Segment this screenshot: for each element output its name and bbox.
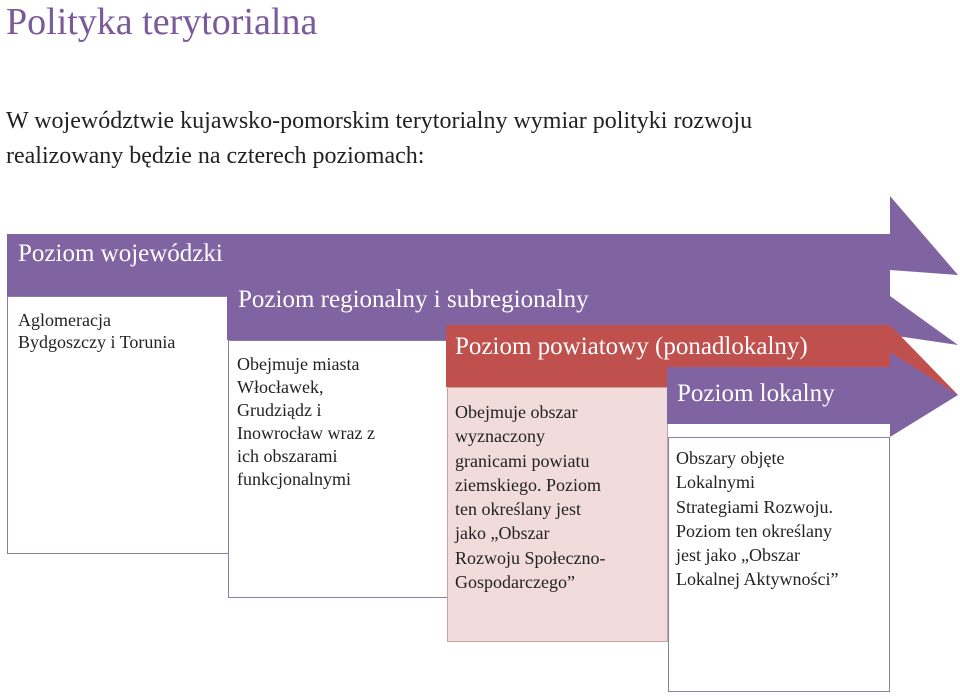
level-2-body: Obejmuje miasta Włocławek, Grudziądz i Inowrocław wraz z ich obszarami funkcjonalnymi	[237, 354, 375, 489]
level-1-heading: Poziom wojewódzki	[18, 240, 223, 267]
intro-line-2: realizowany będzie na czterech poziomach:	[6, 143, 425, 169]
level-4-body: Obszary objęte Lokalnymi Strategiami Rozwoju. Poziom ten określany jest jako „Obszar Lokalnej Aktywności”	[676, 448, 839, 590]
level-3-heading: Poziom powiatowy (ponadlokalny)	[455, 333, 808, 360]
level-3-body: Obejmuje obszar wyznaczony granicami powiatu ziemskiego. Poziom ten określany jest jako „Obszar Rozwoju Społeczno- Gospodarczego”	[455, 402, 606, 593]
level-2-heading: Poziom regionalny i subregionalny	[238, 286, 589, 313]
level-1-body: Aglomeracja Bydgoszczy i Torunia	[18, 310, 176, 352]
level-4-heading: Poziom lokalny	[677, 380, 835, 407]
intro-line-1: W województwie kujawsko-pomorskim terytorialny wymiar polityki rozwoju	[6, 108, 753, 134]
slide-title: Polityka terytorialna	[6, 1, 318, 43]
